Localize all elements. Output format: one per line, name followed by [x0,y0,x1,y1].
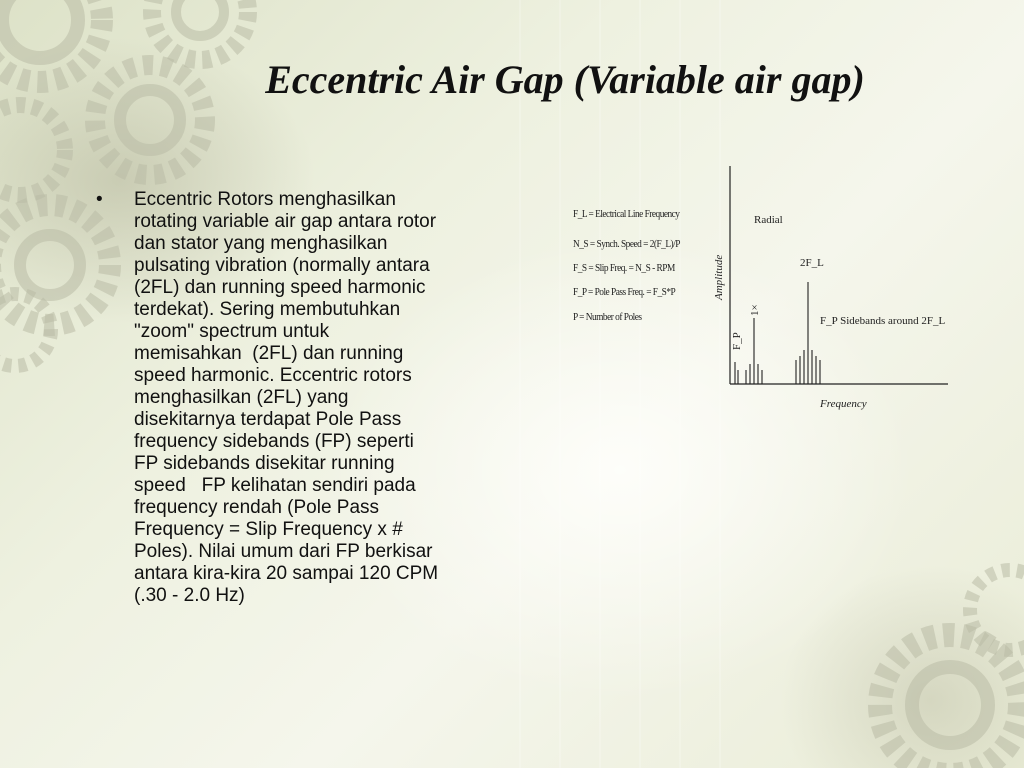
1x-peak-label: 1× [749,304,761,316]
spectrum-plot [700,160,960,420]
legend-line: P = Number of Poles [573,311,642,323]
2fl-peak-label: 2F_L [800,257,824,269]
legend-line: F_L = Electrical Line Frequency [573,208,680,220]
light-streaks [520,0,720,768]
bullet-text: Eccentric Rotors menghasilkan rotating variable air gap antara rotor dan stator yang menghasilkan pulsating vibration (normally antara (2FL) dan running speed harmonic terdekat). Sering membutuhkan "zoom" spectrum untuk memisahkan (2FL) dan running speed harmonic. Eccentric rotors menghasilkan (2FL) yang disekitarnya terdapat Pole Pass frequency sidebands (FP) seperti FP sidebands disekitar running speed FP kelihatan sendiri pada frequency rendah (Pole Pass Frequency = Slip Frequency x # Poles). Nilai umum dari FP berkisar antara kira-kira 20 sampai 120 CPM (.30 - 2.0 Hz) [134,189,439,606]
plot-title: Radial [754,214,783,226]
legend-line: N_S = Synch. Speed = 2(F_L)/P [573,238,680,250]
spectrum-peaks [735,282,820,384]
legend-line: F_S = Slip Freq. = N_S - RPM [573,262,675,274]
fp-peak-label: F_P [731,332,743,350]
y-axis-label: Amplitude [713,254,725,300]
legend-line: F_P = Pole Pass Freq. = F_S*P [573,286,676,298]
sidebands-label: F_P Sidebands around 2F_L [820,315,946,327]
gear-cluster-bottom-right [880,570,1024,768]
slide-title: Eccentric Air Gap (Variable air gap) [265,57,865,102]
bullet-list [96,189,506,607]
x-axis-label: Frequency [820,398,867,410]
bullet-marker: • [96,189,103,210]
